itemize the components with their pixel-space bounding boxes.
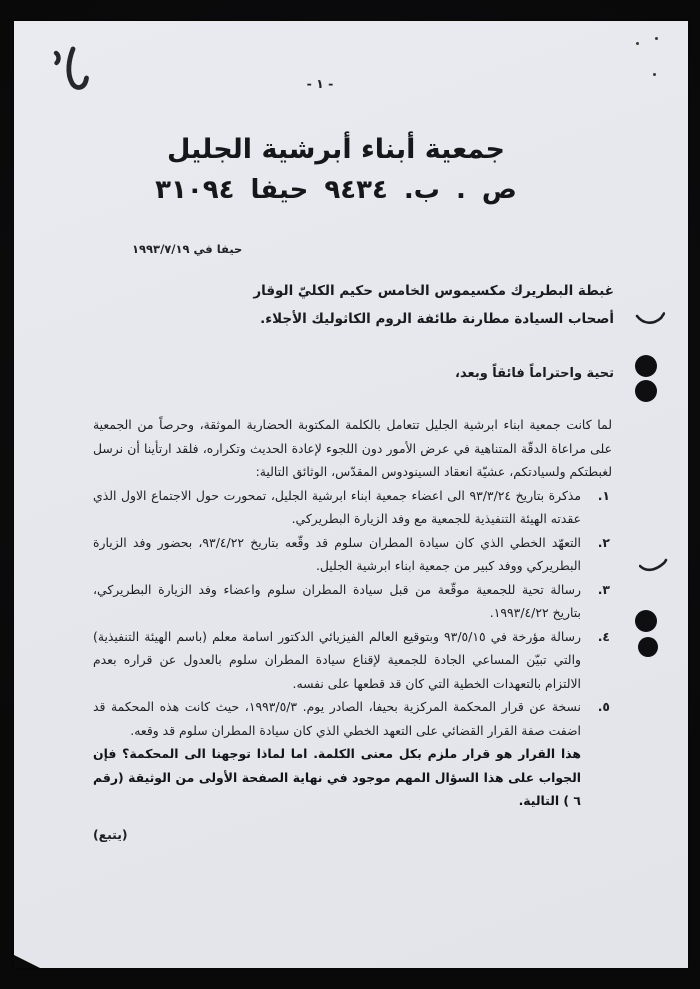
page-number: - ١ - [306, 76, 334, 91]
item-number: ٤. [597, 628, 610, 644]
intro-paragraph: لما كانت جمعية ابناء ابرشية الجليل تتعامل بالكلمة المكتوبة الحضارية الموثقة، وحرصاً من الجمعية على مراعاة الدقّة المتناهية في عرض الأمور دون اللجوء لإعادة الحديث وتكراره، فلقد ارتأينا أن نرسل لغبطتكم ولسيادتكم، عشيّة انعقاد السينودوس المقدّس، الوثائق التالية: [93, 417, 612, 479]
recipient-line-2: أصحاب السيادة مطارنة طائفة الروم الكاثوليك الأجلاء. [260, 310, 614, 327]
emphasis-note: هذا القرار هو قرار ملزم بكل معنى الكلمة. اما لماذا توجهنا الى المحكمة؟ فإن الجواب على هذا السؤال المهم موجود في نهاية الصفحة الأولى من الوثيقة (رقم ٦ ) التالية. [93, 746, 581, 808]
item-text: نسخة عن قرار المحكمة المركزية بحيفا، الصادر يوم. ١٩٩٣/٥/٣، حيث كانت هذه المحكمة قد اضفت صفة القرار القضائي على التعهد الخطي الذي كان سيادة المطران سلوم قد وقعه. [93, 699, 581, 738]
paper-corner-clip [14, 955, 40, 968]
punch-hole-dot [635, 380, 657, 402]
org-address: ص . ب. ٩٤٣٤ حيفا ٣١٠٩٤ [155, 175, 517, 205]
pen-check-icon [639, 558, 669, 576]
item-number: ١. [597, 487, 610, 503]
item-number: ٣. [597, 581, 610, 597]
item-text: التعهّد الخطي الذي كان سيادة المطران سلوم قد وقّعه بتاريخ ٩٣/٤/٢٢، بحضور وفد الزيارة البطريركي ووفد كبير من جمعية ابناء ابرشية الجليل. [93, 534, 582, 573]
list-item [93, 531, 612, 578]
item-text: رسالة تحية للجمعية موقّعة من قبل سيادة المطران سلوم واعضاء وفد الزيارة البطريركي، بتاريخ ١٩٩٣/٤/٢٢. [93, 581, 581, 620]
document-page [14, 21, 688, 968]
recipient-line-1: غبطة البطريرك مكسيموس الخامس حكيم الكليّ الوقار [253, 283, 614, 299]
recipient-block [253, 278, 614, 333]
punch-hole-dot [635, 355, 657, 377]
letter-date: حيفا في ١٩٩٣/٧/١٩ [132, 242, 243, 256]
continuation-note: (يتبع) [93, 826, 128, 842]
item-number: ٢. [597, 534, 610, 550]
list-item [93, 625, 612, 696]
letterhead [14, 132, 658, 207]
punch-hole-dot [635, 610, 657, 632]
list-item [93, 484, 612, 531]
item-number: ٥. [597, 699, 610, 714]
punch-hole-dot [638, 637, 658, 657]
item-text: رسالة مؤرخة في ٩٣/٥/١٥ وبتوقيع العالم الفيزيائي الدكتور اسامة معلم (باسم الهيئة التنفيذية) والتي تبيّن المساعي الجادة للجمعية لإقناع سيادة المطران سلوم بالعدول عن قراره بعدم الالتزام بالتعهدات الخطية التي كان قد قطعها على نفسه. [93, 628, 581, 691]
list-item [93, 578, 612, 625]
letter-body [93, 413, 612, 846]
salutation: تحية واحتراماً فائقاً وبعد، [455, 366, 614, 381]
org-name: جمعية أبناء أبرشية الجليل [167, 134, 505, 165]
list-item [93, 695, 612, 742]
scan-speck [655, 37, 658, 40]
scan-speck [636, 42, 639, 45]
scan-speck [653, 73, 656, 76]
document-list [93, 484, 612, 743]
item-text: مذكرة بتاريخ ٩٣/٣/٢٤ الى اعضاء جمعية ابناء ابرشية الجليل، تمحورت حول الاجتماع الاول الذي عقدته الهيئة التنفيذية للجمعية مع وفد الزيارة البطريركي. [93, 487, 582, 526]
pen-check-icon [635, 311, 665, 329]
